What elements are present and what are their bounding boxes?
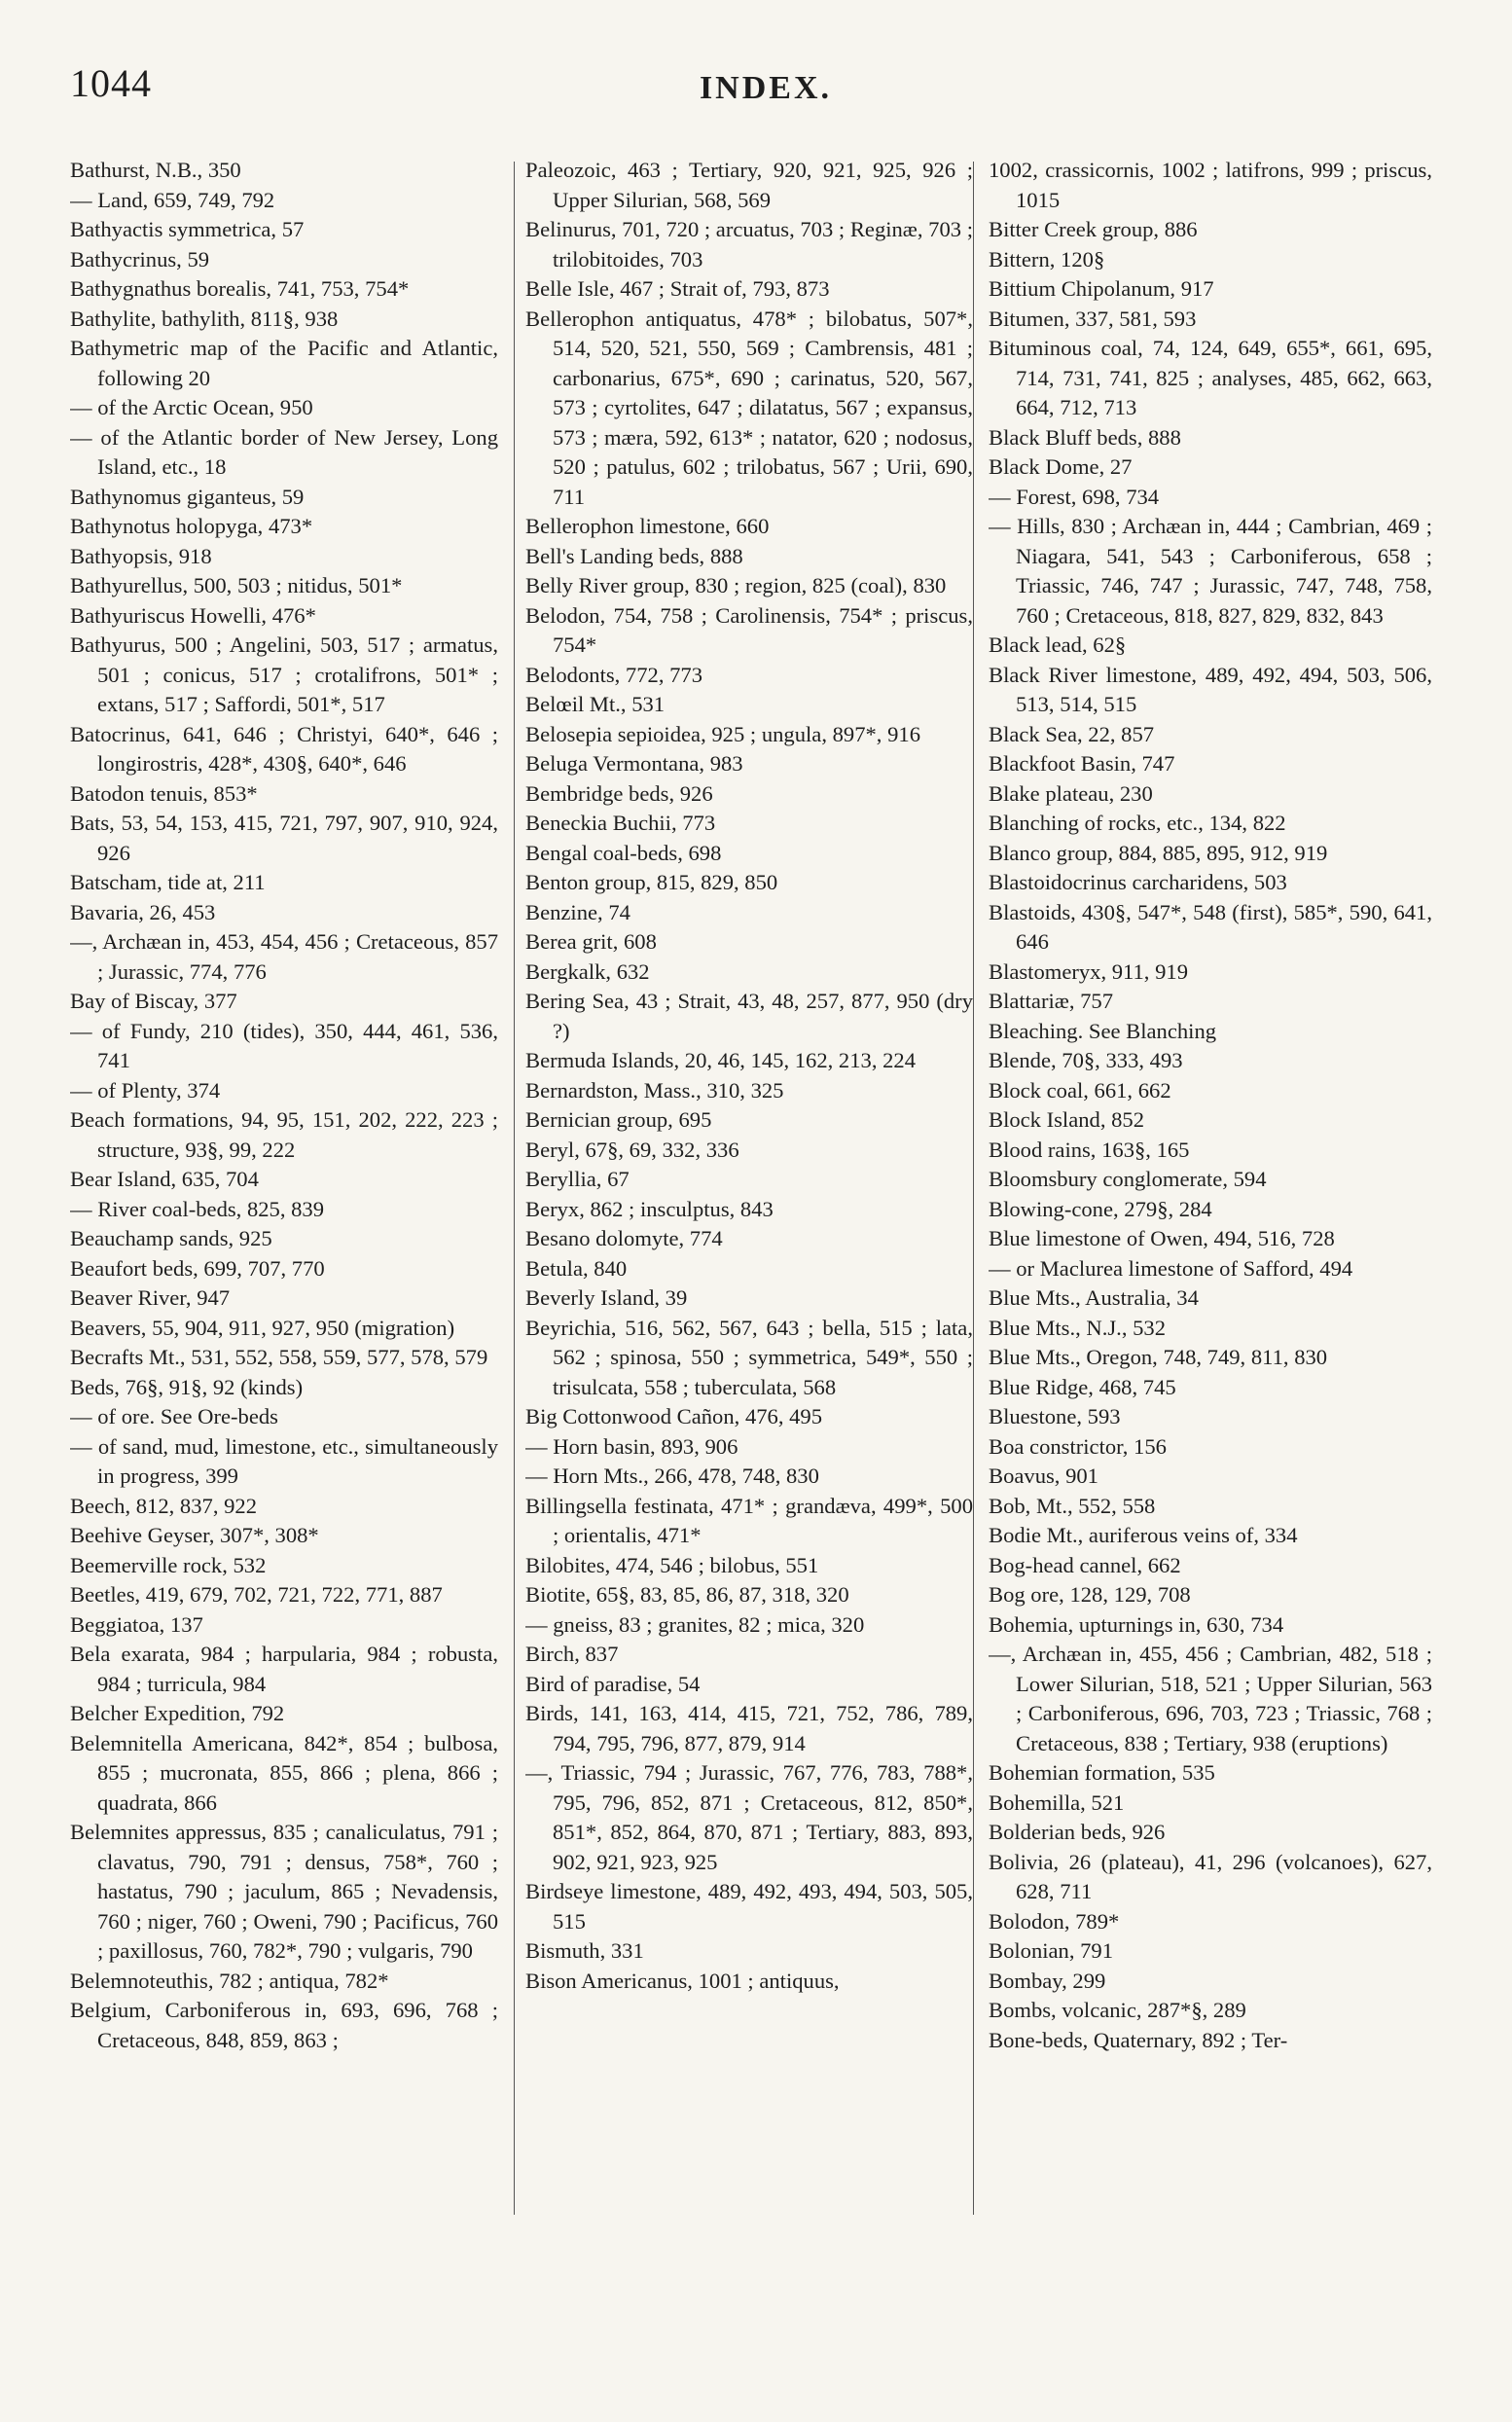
index-entry: Biotite, 65§, 83, 85, 86, 87, 318, 320 — [525, 1582, 849, 1607]
index-entry: Bleaching. See Blanching — [989, 1018, 1217, 1043]
index-entry: Beluga Vermontana, 983 — [525, 751, 743, 776]
index-entry: Bernician group, 695 — [525, 1107, 712, 1132]
index-entry: Bathyurus, 500 ; Angelini, 503, 517 ; armatus, 501 ; conicus, 517 ; crotalifrons, 501* ; extans, 517 ; Saffordi, 501*, 517 — [70, 633, 498, 716]
index-entry: Blue Mts., N.J., 532 — [989, 1315, 1167, 1340]
index-entry: Bengal coal-beds, 698 — [525, 840, 722, 865]
index-entry: Beehive Geyser, 307*, 308* — [70, 1523, 319, 1547]
index-entry: — Forest, 698, 734 — [989, 484, 1160, 509]
index-entry: Bohemian formation, 535 — [989, 1760, 1215, 1785]
index-entry: Beyrichia, 516, 562, 567, 643 ; bella, 515 ; lata, 562 ; spinosa, 550 ; symmetrica, 549*, 550 ; trisulcata, 558 ; tuberculata, 568 — [525, 1315, 973, 1399]
index-entry: Bombs, volcanic, 287*§, 289 — [989, 1998, 1246, 2022]
index-entry: Bohemia, upturnings in, 630, 734 — [989, 1611, 1284, 1637]
index-entry: — River coal-beds, 825, 839 — [70, 1196, 325, 1221]
index-entry: Bohemilla, 521 — [989, 1789, 1125, 1815]
index-entry: Beetles, 419, 679, 702, 721, 722, 771, 887 — [70, 1582, 443, 1607]
index-entry: Bloomsbury conglomerate, 594 — [989, 1167, 1267, 1191]
index-entry: — of Plenty, 374 — [70, 1077, 221, 1103]
index-entry: Billingsella festinata, 471* ; grandæva, 499*, 500 ; orientalis, 471* — [525, 1493, 973, 1547]
index-entry: Bellerophon antiquatus, 478* ; bilobatus, 507*, 514, 520, 521, 550, 569 ; Cambrensis, 481 ; carbonarius, 675*, 690 ; carinatus, 520, 567, 573 ; cyrtolites, 647 ; dilatatus, 567 ; expansus, 573 ; mæra, 592, 613* ; natator, 620 ; nodosus, 520 ; patulus, 602 ; trilobatus, 567 ; Urii, 690, 711 — [525, 306, 973, 509]
index-entry: Belinurus, 701, 720 ; arcuatus, 703 ; Reginæ, 703 ; trilobitoides, 703 — [525, 217, 973, 271]
index-column-3 — [989, 156, 1432, 2296]
index-entry: Bilobites, 474, 546 ; bilobus, 551 — [525, 1552, 819, 1577]
index-column-2 — [525, 156, 973, 2296]
index-entry: Bathyactis symmetrica, 57 — [70, 217, 305, 241]
index-entry: Boavus, 901 — [989, 1464, 1098, 1488]
index-entry: Bela exarata, 984 ; harpularia, 984 ; robusta, 984 ; turricula, 984 — [70, 1642, 498, 1696]
index-entry: Batocrinus, 641, 646 ; Christyi, 640*, 646 ; longirostris, 428*, 430§, 640*, 646 — [70, 721, 498, 776]
index-entry: Bathynomus giganteus, 59 — [70, 484, 305, 509]
index-entry: Bergkalk, 632 — [525, 958, 650, 984]
index-entry: Blastoids, 430§, 547*, 548 (first), 585*, 590, 641, 646 — [989, 899, 1432, 954]
index-entry: Paleozoic, 463 ; Tertiary, 920, 921, 925, 926 ; Upper Silurian, 568, 569 — [525, 158, 973, 212]
index-entry: Bering Sea, 43 ; Strait, 43, 48, 257, 877, 950 (dry ?) — [525, 989, 973, 1043]
index-entry: Bombay, 299 — [989, 1968, 1106, 1993]
index-entry: Bathymetric map of the Pacific and Atlantic, following 20 — [70, 336, 498, 390]
index-entry: Becrafts Mt., 531, 552, 558, 559, 577, 578, 579 — [70, 1345, 488, 1369]
index-entry: — of sand, mud, limestone, etc., simultaneously in progress, 399 — [70, 1433, 498, 1488]
index-entry: Black lead, 62§ — [989, 633, 1127, 657]
index-entry: Bernardston, Mass., 310, 325 — [525, 1077, 784, 1103]
index-entry: Boa constrictor, 156 — [989, 1433, 1167, 1459]
index-entry: — of the Arctic Ocean, 950 — [70, 395, 313, 419]
index-entry: — of the Atlantic border of New Jersey, Long Island, etc., 18 — [70, 424, 498, 479]
index-entry: Beryllia, 67 — [525, 1167, 630, 1191]
index-entry: Blowing-cone, 279§, 284 — [989, 1196, 1212, 1221]
index-entry: Bog ore, 128, 129, 708 — [989, 1582, 1191, 1607]
index-entry: Bird of paradise, 54 — [525, 1671, 701, 1696]
index-entry: Black Bluff beds, 888 — [989, 424, 1181, 450]
index-entry: Bob, Mt., 552, 558 — [989, 1493, 1156, 1518]
index-entry: Blue Ridge, 468, 745 — [989, 1374, 1176, 1399]
index-entry: Benton group, 815, 829, 850 — [525, 870, 778, 894]
index-entry: Bitumen, 337, 581, 593 — [989, 306, 1197, 331]
page-number: 1044 — [70, 61, 152, 105]
index-entry: — or Maclurea limestone of Safford, 494 — [989, 1255, 1353, 1281]
index-entry: Bluestone, 593 — [989, 1404, 1121, 1428]
index-entry: — of ore. See Ore-beds — [70, 1404, 278, 1428]
index-entry: Black Dome, 27 — [989, 454, 1133, 479]
index-entry: Blue Mts., Oregon, 748, 749, 811, 830 — [989, 1345, 1328, 1369]
index-entry: Belosepia sepioidea, 925 ; ungula, 897*, 916 — [525, 721, 920, 746]
index-entry: Berea grit, 608 — [525, 929, 657, 954]
index-entry: Birds, 141, 163, 414, 415, 721, 752, 786, 789, 794, 795, 796, 877, 879, 914 — [525, 1701, 973, 1755]
index-entry: Blake plateau, 230 — [989, 780, 1153, 806]
index-entry: Belgium, Carboniferous in, 693, 696, 768 ; Cretaceous, 848, 859, 863 ; — [70, 1998, 498, 2052]
index-entry: Beaver River, 947 — [70, 1285, 231, 1310]
index-entry: Bitter Creek group, 886 — [989, 217, 1198, 241]
index-entry: 1002, crassicornis, 1002 ; latifrons, 999 ; priscus, 1015 — [989, 158, 1432, 212]
index-entry: Bear Island, 635, 704 — [70, 1167, 259, 1191]
index-column-1 — [70, 156, 498, 2296]
index-entry: Beemerville rock, 532 — [70, 1552, 267, 1577]
index-entry: Bell's Landing beds, 888 — [525, 543, 743, 568]
index-entry: Birdseye limestone, 489, 492, 493, 494, 503, 505, 515 — [525, 1879, 973, 1934]
index-entry: Bathyurellus, 500, 503 ; nitidus, 501* — [70, 573, 403, 597]
index-entry: Blanching of rocks, etc., 134, 822 — [989, 811, 1286, 835]
index-entry: Blanco group, 884, 885, 895, 912, 919 — [989, 840, 1328, 865]
index-entry: Bellerophon limestone, 660 — [525, 514, 770, 538]
index-entry: Beech, 812, 837, 922 — [70, 1493, 258, 1518]
index-entry: Beggiatoa, 137 — [70, 1611, 203, 1637]
index-entry: Bolodon, 789* — [989, 1908, 1120, 1934]
index-entry: Beaufort beds, 699, 707, 770 — [70, 1255, 325, 1281]
index-entry: Belly River group, 830 ; region, 825 (coal), 830 — [525, 573, 947, 597]
index-entry: Blende, 70§, 333, 493 — [989, 1048, 1183, 1072]
index-entry: Blue limestone of Owen, 494, 516, 728 — [989, 1226, 1335, 1250]
index-entry: Bolderian beds, 926 — [989, 1820, 1166, 1844]
index-entry: Besano dolomyte, 774 — [525, 1226, 723, 1250]
index-entry: — Horn basin, 893, 906 — [525, 1433, 738, 1459]
index-entry: Beryx, 862 ; insculptus, 843 — [525, 1196, 774, 1221]
index-entry: Bats, 53, 54, 153, 415, 721, 797, 907, 910, 924, 926 — [70, 811, 498, 865]
index-entry: Bittern, 120§ — [989, 246, 1105, 271]
index-entry: Block Island, 852 — [989, 1107, 1145, 1132]
index-entry: Blastoidocrinus carcharidens, 503 — [989, 870, 1287, 894]
index-entry: Batscham, tide at, 211 — [70, 870, 266, 894]
index-entry: Blastomeryx, 911, 919 — [989, 958, 1188, 984]
index-entry: Bathyuriscus Howelli, 476* — [70, 602, 316, 628]
index-entry: Beverly Island, 39 — [525, 1285, 688, 1310]
index-entry: Bembridge beds, 926 — [525, 780, 713, 806]
index-entry: Bavaria, 26, 453 — [70, 899, 216, 924]
index-entry: Beavers, 55, 904, 911, 927, 950 (migration) — [70, 1315, 455, 1340]
index-entry: —, Archæan in, 455, 456 ; Cambrian, 482, 518 ; Lower Silurian, 518, 521 ; Upper Silurian, 563 ; Carboniferous, 696, 703, 723 ; Triassic, 768 ; Cretaceous, 838 ; Tertiary, 938 (eruptions) — [989, 1642, 1432, 1755]
index-entry: Belodonts, 772, 773 — [525, 662, 703, 687]
index-entry: Beach formations, 94, 95, 151, 202, 222, 223 ; structure, 93§, 99, 222 — [70, 1107, 498, 1162]
index-entry: Black River limestone, 489, 492, 494, 503, 506, 513, 514, 515 — [989, 662, 1432, 716]
index-entry: —, Archæan in, 453, 454, 456 ; Cretaceous, 857 ; Jurassic, 774, 776 — [70, 929, 498, 984]
index-entry: Belcher Expedition, 792 — [70, 1701, 285, 1725]
index-entry: Beryl, 67§, 69, 332, 336 — [525, 1137, 739, 1162]
index-entry: Belle Isle, 467 ; Strait of, 793, 873 — [525, 276, 830, 301]
index-entry: Blackfoot Basin, 747 — [989, 751, 1175, 776]
index-entry: Belodon, 754, 758 ; Carolinensis, 754* ; priscus, 754* — [525, 602, 973, 657]
index-entry: Belemnites appressus, 835 ; canaliculatus, 791 ; clavatus, 790, 791 ; densus, 758*, 760 ; hastatus, 790 ; jaculum, 865 ; Nevadensis, 760 ; niger, 760 ; Oweni, 790 ; Pacificus, 760 ; paxillosus, 760, 782*, 790 ; vulgaris, 790 — [70, 1820, 498, 1963]
index-entry: Black Sea, 22, 857 — [989, 721, 1155, 746]
index-entry: Bituminous coal, 74, 124, 649, 655*, 661, 695, 714, 731, 741, 825 ; analyses, 485, 662, 663, 664, 712, 713 — [989, 336, 1432, 419]
index-entry: Batodon tenuis, 853* — [70, 780, 258, 806]
index-entry: Bathylite, bathylith, 811§, 938 — [70, 306, 339, 331]
index-entry: Bone-beds, Quaternary, 892 ; Ter- — [989, 2027, 1288, 2052]
index-entry: Bison Americanus, 1001 ; antiquus, — [525, 1968, 840, 1993]
index-columns — [70, 156, 1432, 2296]
index-entry: Bathygnathus borealis, 741, 753, 754* — [70, 276, 410, 301]
index-entry: Bathycrinus, 59 — [70, 246, 210, 271]
index-entry: Big Cottonwood Cañon, 476, 495 — [525, 1404, 823, 1428]
index-entry: Beauchamp sands, 925 — [70, 1226, 272, 1250]
index-entry: Blue Mts., Australia, 34 — [989, 1285, 1199, 1310]
page-title: INDEX. — [699, 70, 833, 106]
index-entry: Bismuth, 331 — [525, 1938, 644, 1963]
index-entry: Bay of Biscay, 377 — [70, 989, 237, 1013]
index-entry: Beds, 76§, 91§, 92 (kinds) — [70, 1374, 304, 1399]
index-entry: Belemnitella Americana, 842*, 854 ; bulbosa, 855 ; mucronata, 855, 866 ; plena, 866 ; quadrata, 866 — [70, 1730, 498, 1815]
index-entry: Bog-head cannel, 662 — [989, 1552, 1181, 1577]
index-entry: — Hills, 830 ; Archæan in, 444 ; Cambrian, 469 ; Niagara, 541, 543 ; Carboniferous, 658 ; Triassic, 746, 747 ; Jurassic, 747, 748, 758, 760 ; Cretaceous, 818, 827, 829, 832, 843 — [989, 514, 1432, 628]
index-entry: Bolivia, 26 (plateau), 41, 296 (volcanoes), 627, 628, 711 — [989, 1849, 1432, 1903]
index-entry: Bermuda Islands, 20, 46, 145, 162, 213, 224 — [525, 1048, 917, 1072]
index-entry: Betula, 840 — [525, 1255, 628, 1281]
index-entry: Blood rains, 163§, 165 — [989, 1137, 1190, 1162]
index-entry: — gneiss, 83 ; granites, 82 ; mica, 320 — [525, 1611, 865, 1637]
index-entry: Benzine, 74 — [525, 899, 630, 924]
index-entry: Bathurst, N.B., 350 — [70, 158, 241, 182]
index-entry: — Land, 659, 749, 792 — [70, 187, 275, 212]
index-entry: —, Triassic, 794 ; Jurassic, 767, 776, 783, 788*, 795, 796, 852, 871 ; Cretaceous, 812, 850*, 851*, 852, 864, 870, 871 ; Tertiary, 883, 893, 902, 921, 923, 925 — [525, 1760, 973, 1874]
index-entry: — of Fundy, 210 (tides), 350, 444, 461, 536, 741 — [70, 1018, 498, 1072]
index-entry: Bittium Chipolanum, 917 — [989, 276, 1214, 301]
index-entry: Block coal, 661, 662 — [989, 1077, 1171, 1103]
index-entry: Beneckia Buchii, 773 — [525, 811, 716, 835]
index-entry: Bolonian, 791 — [989, 1938, 1114, 1963]
index-entry: Belemnoteuthis, 782 ; antiqua, 782* — [70, 1968, 389, 1993]
index-entry: Bathynotus holopyga, 473* — [70, 514, 313, 538]
index-entry: — Horn Mts., 266, 478, 748, 830 — [525, 1464, 819, 1488]
index-entry: Birch, 837 — [525, 1642, 619, 1666]
index-entry: Blattariæ, 757 — [989, 989, 1114, 1013]
index-entry: Bodie Mt., auriferous veins of, 334 — [989, 1523, 1298, 1547]
index-entry: Belœil Mt., 531 — [525, 692, 666, 716]
index-entry: Bathyopsis, 918 — [70, 543, 212, 568]
